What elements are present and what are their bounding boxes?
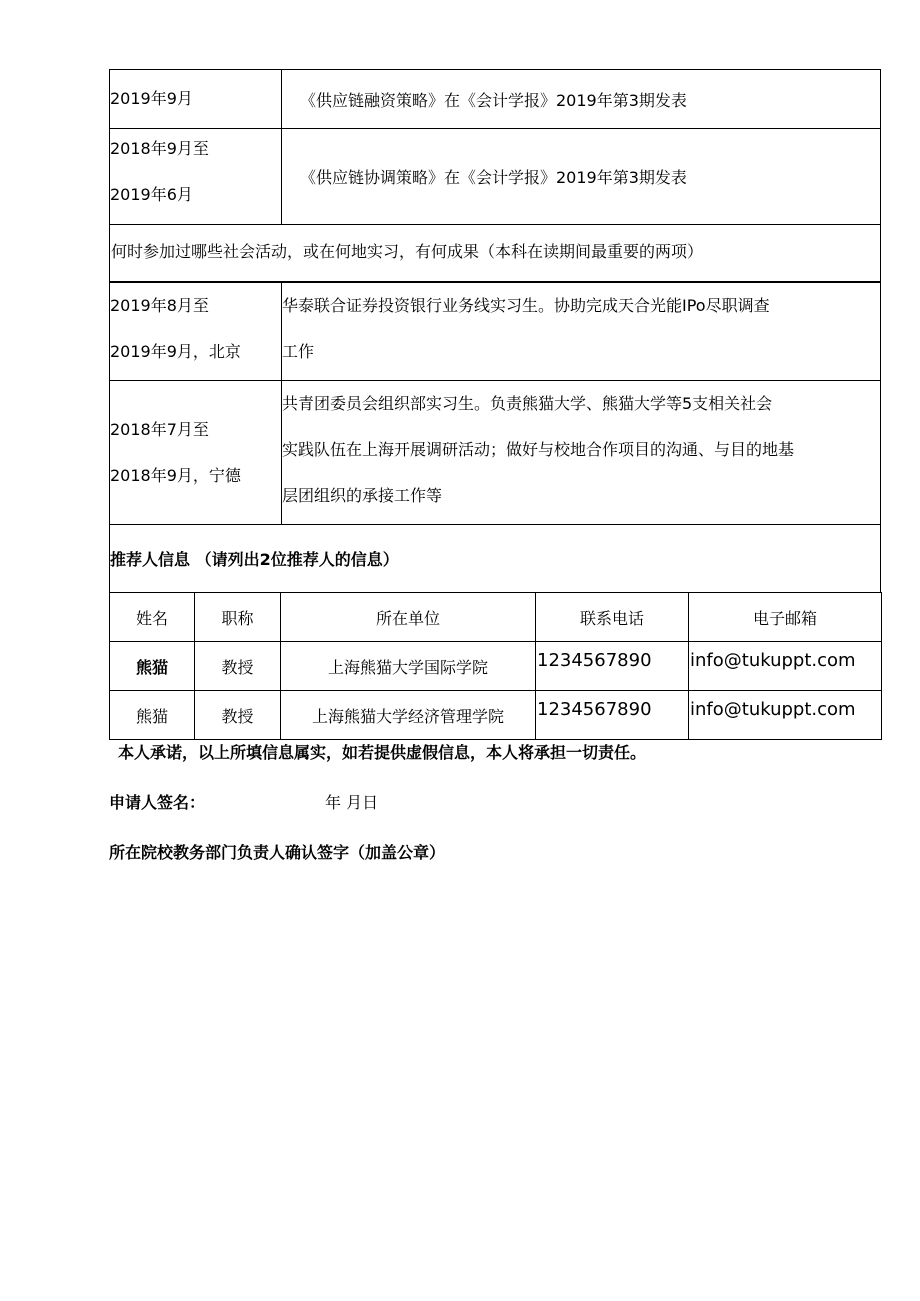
- signature-label: 申请人签名：: [109, 793, 206, 812]
- recommender-email: info@tukuppt.com: [689, 642, 882, 691]
- date-line: 2018年7月至: [110, 419, 209, 439]
- recommender-name: 熊猫: [110, 691, 195, 740]
- recommender-phone: 1234567890: [536, 691, 689, 740]
- activity-desc: [282, 283, 881, 381]
- recommender-unit: 上海熊猫大学国际学院: [281, 642, 536, 691]
- date-line: 2018年9月至: [110, 139, 209, 158]
- column-header: 职称: [195, 593, 281, 642]
- publication-desc: 《供应链协调策略》在《会计学报》2019年第3期发表: [282, 129, 881, 225]
- desc-line: 层团组织的承接工作等: [282, 486, 443, 505]
- activity-date: [110, 283, 282, 381]
- desc-line: 实践队伍在上海开展调研活动；做好与校地合作项目的沟通、与目的地基: [282, 440, 795, 459]
- column-header: 联系电话: [536, 593, 689, 642]
- desc-line: 工作: [282, 342, 315, 361]
- column-header: 姓名: [110, 593, 195, 642]
- date-line: 2019年8月至: [110, 296, 209, 315]
- activities-heading: 何时参加过哪些社会活动，或在何地实习，有何成果（本科在读期间最重要的两项）: [109, 224, 881, 282]
- publication-row: [110, 70, 881, 129]
- recommender-email: info@tukuppt.com: [689, 691, 882, 740]
- desc-line: 共青团委员会组织部实习生。负责熊猫大学、熊猫大学等5支相关社会: [282, 394, 773, 413]
- activity-row: [110, 381, 881, 525]
- desc-line: 华泰联合证券投资银行业务线实习生。协助完成天合光能IPo尽职调查: [282, 296, 770, 315]
- column-header: 所在单位: [281, 593, 536, 642]
- recommender-heading: 推荐人信息 （请列出2位推荐人的信息）: [109, 524, 881, 593]
- recommender-unit: 上海熊猫大学经济管理学院: [281, 691, 536, 740]
- recommender-title: 教授: [195, 642, 281, 691]
- signature-date: 年 月日: [325, 793, 379, 812]
- date-line: 2019年9月: [110, 89, 193, 108]
- recommender-row: [110, 642, 882, 691]
- recommender-name: 熊猫: [110, 642, 195, 691]
- publication-row: [110, 129, 881, 225]
- publications-table: [109, 69, 881, 225]
- activity-desc: [282, 381, 881, 525]
- recommender-row: [110, 691, 882, 740]
- activities-table: [109, 282, 881, 525]
- date-line: 2018年9月，宁德: [110, 465, 241, 485]
- recommender-header-row: [110, 593, 882, 642]
- declaration: 本人承诺，以上所填信息属实，如若提供虚假信息，本人将承担一切责任。: [118, 743, 647, 762]
- publication-date: [110, 70, 282, 129]
- confirm-label: 所在院校教务部门负责人确认签字（加盖公章）: [109, 843, 446, 862]
- date-line: 2019年6月: [110, 185, 193, 204]
- publication-date: [110, 129, 282, 225]
- recommender-phone: 1234567890: [536, 642, 689, 691]
- recommenders-table: [109, 592, 881, 740]
- recommender-title: 教授: [195, 691, 281, 740]
- publication-desc: 《供应链融资策略》在《会计学报》2019年第3期发表: [282, 70, 881, 129]
- activity-row: [110, 283, 881, 381]
- date-line: 2019年9月，北京: [110, 342, 241, 361]
- column-header: 电子邮箱: [689, 593, 882, 642]
- activity-date: [110, 381, 282, 525]
